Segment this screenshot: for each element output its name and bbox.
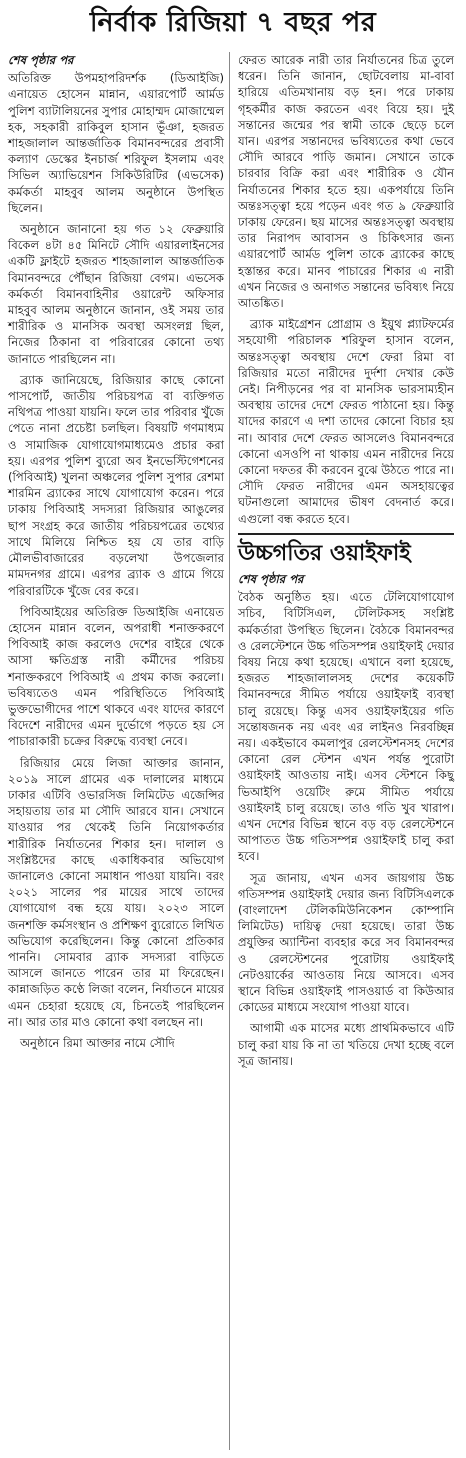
article-paragraph: ফেরত আরেক নারী তার নির্যাতনের চিত্র তুলে ধরেন। তিনি জানান, ছোটবেলায় মা-বাবা হারিয়ে এতিমখানায় বড় হন। পরে ঢাকায় গৃহকর্মীর কাজ করতেন এবং বিয়ে হয়। দুই সন্তানের জন্মের পর স্বামী তাকে ছেড়ে চলে যান। এরপর সন্তানদের ভবিষ্যতের কথা ভেবে সৌদি আরবে পাড়ি জমান। সেখানে তাকে চারবার বিক্রি করা এবং শারীরিক ও যৌন নির্যাতনের শিকার হতে হয়। একপর্যায়ে তিনি অন্তঃসত্ত্বা হয়ে পড়েন এবং গত ৯ ফেব্রুয়ারি ঢাকায় ফেরেন। ছয় মাসের অন্তঃসত্ত্বা অবস্থায় তার নিরাপদ আবাসন ও চিকিৎসার জন্য এয়ারপোর্ট আর্মড পুলিশ তাকে ব্র্যাকের কাছে হস্তান্তর করে। মানব পাচারের শিকার এ নারী এখন নিজের ও অনাগত সন্তানের ভবিষ্যৎ নিয়ে আতঙ্কিত। [238,53,454,311]
article-paragraph: বৈঠক অনুষ্ঠিত হয়। এতে টেলিযোগাযোগ সচিব, বিটিসিএল, টেলিটকসহ সংশ্লিষ্ট কর্মকর্তারা উপস্থিত ছিলেন। বৈঠকে বিমানবন্দর ও রেলস্টেশনে উচ্চ গতিসম্পন্ন ওয়াইফাই দেয়ার বিষয় নিয়ে কথা হয়েছে। এখানে বলা হয়েছে, হজরত শাহজালালসহ দেশের কয়েকটি বিমানবন্দরে সীমিত পর্যায়ে ওয়াইফাই ব্যবস্থা চালু রয়েছে। কিন্তু এসব ওয়াইফাইয়ের গতি সন্তোষজনক নয় এবং এর লাইনও নিরবচ্ছিন্ন নয়। একইভাবে কমলাপুর রেলস্টেশনসহ দেশের কোনো রেল স্টেশন এখন পর্যন্ত পুরোটা ওয়াইফাই আওতায় নাই। এসব স্টেশনে কিছু ভিআইপি ওয়েটিং রুমে সীমিত পর্যায়ে ওয়াইফাই চালু রয়েছে। তাও গতি খুব খারাপ। এখন দেশের বিভিন্ন স্থানে বড় বড় রেলস্টেশনে আপাতত উচ্চ গতিসম্পন্ন ওয়াইফাই চালু করা হবে। [238,590,454,864]
column-divider [229,52,230,1450]
section-divider [238,533,454,535]
headline: নির্বাক রিজিয়া ৭ বছর পর [89,7,377,38]
article-paragraph: অতিরিক্ত উপমহাপরিদর্শক (ডিআইজি) এনায়েত হোসেন মান্নান, এয়ারপোর্ট আর্মড পুলিশ ব্যাটালিয়নের সুপার মোহাম্মদ মোজাম্মেল হক, সহকারী রাকিবুল হাসান ভূঁঞা, হজরত শাহজালাল আন্তর্জাতিক বিমানবন্দরের প্রবাসী কল্যাণ ডেস্কের ইনচার্জ শরিফুল ইসলাম এবং সিভিল অ্যাভিয়েশন সিকিউরিটির (এভসেক) কর্মকর্তা মাহবুব আলম অনুষ্ঠানে উপস্থিত ছিলেন। [8,71,224,215]
article-paragraph: অনুষ্ঠানে জানানো হয় গত ১২ ফেব্রুয়ারি বিকেল ৪টা ৪৫ মিনিটে সৌদি এয়ারলাইনসের একটি ফ্লাইটে হজরত শাহজালাল আন্তর্জাতিক বিমানবন্দরে পৌঁছান রিজিয়া বেগম। এভসেক কর্মকর্তা বিমানবাহিনীর ওয়ারেন্ট অফিসার মাহবুব আলম অনুষ্ঠানে জানান, ওই সময় তার শারীরিক ও মানসিক অবস্থা অসংলগ্ন ছিল, নিজের ঠিকানা বা পরিবারের কোনো তথ্য জানাতে পারছিলেন না। [8,222,224,366]
continued-from-label: শেষ পৃষ্ঠার পর [238,571,304,586]
right-column [238,52,454,1452]
sub-article-headline: উচ্চগতির ওয়াইফাই [238,540,411,566]
article-paragraph: পিবিআইয়ের অতিরিক্ত ডিআইজি এনায়েত হোসেন মান্নান বলেন, অপরাধী শনাক্তকরণে পিবিআই কাজ করলেও দেশের বাইরে থেকে আসা ক্ষতিগ্রস্ত নারী কর্মীদের পরিচয় শনাক্তকরণে পিবিআই এ প্রথম কাজ করলো। ভবিষ্যতেও এমন পরিস্থিতিতে পিবিআই ভুক্তভোগীদের পাশে থাকবে এবং যাদের কারণে বিদেশে নারীদের এমন দুর্ভোগে পড়তে হয় সে পাচারাকারী চক্রের বিরুদ্ধে ব্যবস্থা নেবে। [8,604,224,749]
article-paragraph: ব্র্যাক মাইগ্রেশন প্রোগ্রাম ও ইয়ুথ প্ল্যাটফর্মের সহযোগী পরিচালক শরিফুল হাসান বলেন, অন্তঃসত্ত্বা অবস্থায় দেশে ফেরা রিমা বা রিজিয়ার মতো নারীদের দুর্দশা দেখার কেউ নেই। নিপীড়নের পর বা মানসিক ভারসাম্যহীন অবস্থায় তাদের দেশে ফেরত পাঠানো হয়। কিন্তু যাদের কারণে এ দশা তাদের কোনো বিচার হয় না। আবার দেশে ফেরত আসলেও বিমানবন্দরে কোনো এসওপি না থাকায় এমন নারীদের নিয়ে কোনো দফতর কী করবেন বুঝে উঠতে পারে না। সৌদি ফেরত নারীদের এমন অসহায়ত্বের ঘটনাগুলো আমাদের ভীষণ বেদনার্ত করে। এগুলো বন্ধ করতে হবে। [238,317,454,526]
article-paragraph: রিজিয়ার মেয়ে লিজা আক্তার জানান, ২০১৯ সালে গ্রামের এক দালালের মাধ্যমে ঢাকার এটিবি ওভারসিজ লিমিটেড এজেন্সির সহায়তায় তার মা সৌদি আরবে যান। সেখানে যাওয়ার পর থেকেই তিনি নিয়োগকর্তার শারীরিক নির্যাতনের শিকার হন। দালাল ও সংশ্লিষ্টদের কাছে একাধিকবার অভিযোগ জানালেও কোনো সমাধান পাওয়া যায়নি। বরং ২০২১ সালের পর মায়ের সাথে তাদের যোগাযোগ বন্ধ হয়ে যায়। ২০২৩ সালে জনশক্তি কর্মসংস্থান ও প্রশিক্ষণ ব্যুরোতে লিখিত অভিযোগ করেছিলেন। কিন্তু কোনো প্রতিকার পাননি। সোমবার ব্র্যাক সদস্যরা বাড়িতে আসলে জানতে পারেন তার মা ফিরেছেন। কান্নাজড়িত কণ্ঠে লিজা বলেন, নির্যাতনে মায়ের এমন চেহারা হয়েছে যে, চিনতেই পারছিলেন না। আর তার মাও কোনো কথা বলছেন না। [8,755,224,1029]
article-paragraph: ব্র্যাক জানিয়েছে, রিজিয়ার কাছে কোনো পাসপোর্ট, জাতীয় পরিচয়পত্র বা ব্যক্তিগত নথিপত্র পাওয়া যায়নি। ফলে তার পরিবার খুঁজে পেতে নানা প্রচেষ্টা চলছিল। বিষয়টি গণমাধ্যম ও সামাজিক যোগাযোগমাধ্যমেও প্রচার করা হয়। এরপর পুলিশ ব্যুরো অব ইনভেস্টিগেশনের (পিবিআই) খুলনা অঞ্চলের পুলিশ সুপার রেশমা শারমিন ব্র্যাকের সাথে যোগাযোগ করেন। পরে ঢাকায় পিবিআই সদস্যরা রিজিয়ার আঙুলের ছাপ সংগ্রহ করে জাতীয় পরিচয়পত্রের তথ্যের সাথে মিলিয়ে নিশ্চিত হয় যে তার বাড়ি মৌলভীবাজারের বড়লেখা উপজেলার মামদনগর গ্রামে। এরপর ব্র্যাক ও গ্রামে গিয়ে পরিবারটিকে খুঁজে বের করে। [8,372,224,598]
left-column [8,52,224,1452]
article-paragraph: আগামী এক মাসের মধ্যে প্রাথমিকভাবে এটি চালু করা যায় কি না তা খতিয়ে দেখা হচ্ছে বলে সূত্র জানায়। [238,1021,454,1068]
continued-from-label: শেষ পৃষ্ঠার পর [8,53,74,67]
article-paragraph: অনুষ্ঠানে রিমা আক্তার নামে সৌদি [20,1035,175,1050]
article-paragraph: সূত্র জানায়, এখন এসব জায়গায় উচ্চ গতিসম্পন্ন ওয়াইফাই দেয়ার জন্য বিটিসিএলকে (বাংলাদেশ টেলিকমিউনিকেশন কোম্পানি লিমিটেড) দায়িত্ব দেয়া হয়েছে। তারা উচ্চ প্রযুক্তির অ্যান্টিনা ব্যবহার করে সব বিমানবন্দর ও রেলস্টেশনের পুরোটায় ওয়াইফাই নেটওয়ার্কের আওতায় নিয়ে আসবে। এসব স্থানে বিভিন্ন ওয়াইফাই পাসওয়ার্ড বা কিউআর কোডের মাধ্যমে সংযোগ পাওয়া যাবে। [238,870,454,1015]
